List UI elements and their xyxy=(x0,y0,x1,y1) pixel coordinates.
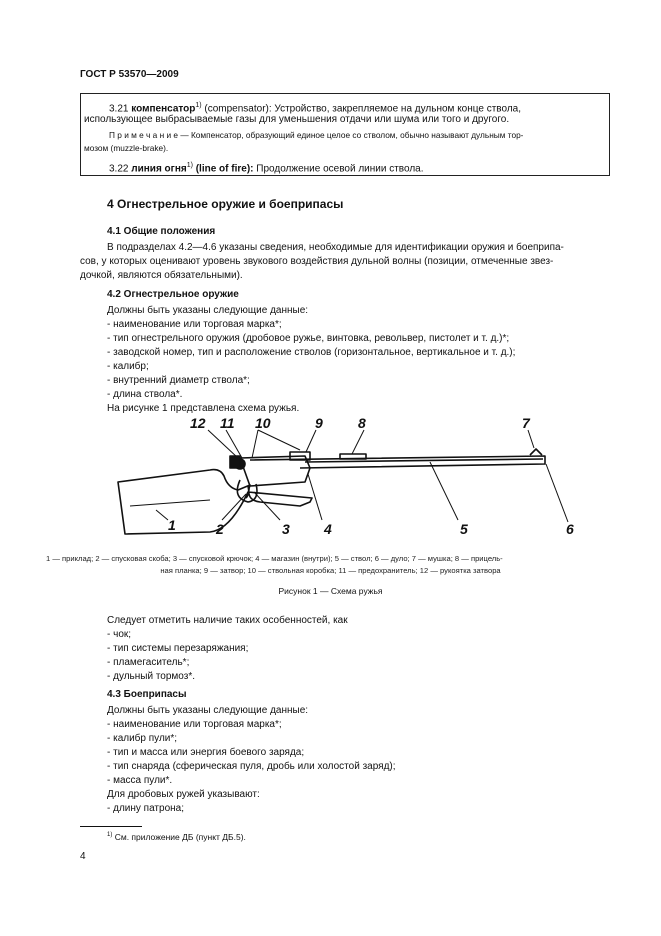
barrel xyxy=(250,456,545,468)
list-item: - тип снаряда (сферическая пуля, дробь или холостой заряд); xyxy=(107,761,396,772)
list-item: - наименование или торговая марка*; xyxy=(107,719,282,730)
list-item: - тип и масса или энергия боевого заряда; xyxy=(107,747,305,758)
list-item: - тип системы перезаряжания; xyxy=(107,643,249,654)
term-definition: (compensator): Устройство, закрепляемое на дульном конце ствола, xyxy=(204,103,522,115)
term-number: 3.21 xyxy=(109,103,129,115)
term-number: 3.22 xyxy=(109,163,129,175)
sight-rail xyxy=(340,454,366,459)
footnote-ref: 1) xyxy=(186,162,193,169)
paragraph-line: дочкой, являются обязательными). xyxy=(80,270,243,281)
note-line1 xyxy=(109,129,607,141)
list-item: - длина ствола*. xyxy=(107,389,183,400)
list-item: - наименование или торговая марка*; xyxy=(107,319,282,330)
figure-label-1: 1 xyxy=(168,517,176,533)
subsection-title-4-3: 4.3 Боеприпасы xyxy=(107,689,187,700)
list-item: - калибр; xyxy=(107,361,149,372)
list-item: - дульный тормоз*. xyxy=(107,671,196,682)
front-sight xyxy=(530,449,542,455)
figure-label-5: 5 xyxy=(460,521,468,537)
list-intro: Должны быть указаны следующие данные: xyxy=(107,305,309,316)
trigger-guard xyxy=(237,480,257,502)
rifle-diagram xyxy=(100,410,590,545)
footnote-marker: 1) xyxy=(107,832,113,839)
list-item: - длину патрона; xyxy=(107,803,184,814)
term-english: (line of fire): xyxy=(195,163,254,175)
list-intro: Следует отметить наличие таких особенностей, как xyxy=(107,615,348,626)
list-item: - пламегаситель*; xyxy=(107,657,190,668)
footnote-text: См. приложение ДБ (пункт ДБ.5). xyxy=(114,832,246,842)
footnote-rule xyxy=(80,826,142,827)
list-item: - чок; xyxy=(107,629,132,640)
subsection-title-4-1: 4.1 Общие положения xyxy=(107,226,216,237)
safety xyxy=(230,456,240,468)
list-item: - калибр пули*; xyxy=(107,733,178,744)
figure-label-11: 11 xyxy=(220,415,235,431)
figure-reference: На рисунке 1 представлена схема ружья. xyxy=(107,403,300,414)
figure-legend-line2: ная планка; 9 — затвор; 10 — ствольная коробка; 11 — предохранитель; 12 — рукоятка затвора xyxy=(160,566,501,575)
section-title: 4 Огнестрельное оружие и боеприпасы xyxy=(107,197,344,211)
document-header: ГОСТ Р 53570—2009 xyxy=(80,69,179,80)
subsection-title-4-2: 4.2 Огнестрельное оружие xyxy=(107,289,239,300)
list-item: - тип огнестрельного оружия (дробовое ружье, винтовка, револьвер, пистолет и т. д.)*; xyxy=(107,333,510,344)
term-3-21-line2: использующее выбрасываемые газы для уменьшения отдачи или шума или того и другого. xyxy=(84,114,510,125)
figure-label-4: 4 xyxy=(324,521,332,537)
footnote xyxy=(107,832,246,842)
figure-legend-line1: 1 — приклад; 2 — спусковая скоба; 3 — спусковой крючок; 4 — магазин (внутри); 5 — ствол; 6 — дуло; 7 — мушка; 8 — прицель- xyxy=(46,554,503,563)
term-name: компенсатор xyxy=(131,103,196,115)
term-definition: Продолжение осевой линии ствола. xyxy=(256,163,424,175)
paragraph-line: В подразделах 4.2—4.6 указаны сведения, необходимые для идентификации оружия и боеприпа- xyxy=(107,242,564,253)
figure-label-2: 2 xyxy=(216,521,224,537)
footnote-ref: 1) xyxy=(195,102,202,109)
list-item: - внутренний диаметр ствола*; xyxy=(107,375,250,386)
figure-label-8: 8 xyxy=(358,415,366,431)
page-number: 4 xyxy=(80,851,86,862)
list-item: - масса пули*. xyxy=(107,775,173,786)
figure-label-12: 12 xyxy=(190,415,206,431)
term-3-22 xyxy=(109,159,424,176)
figure-label-9: 9 xyxy=(315,415,323,431)
figure-caption: Рисунок 1 — Схема ружья xyxy=(278,586,383,596)
figure-label-10: 10 xyxy=(255,415,271,431)
note-label: П р и м е ч а н и е xyxy=(109,130,179,140)
figure-label-7: 7 xyxy=(522,415,530,431)
note-line2: мозом (muzzle-brake). xyxy=(84,143,169,153)
figure-label-3: 3 xyxy=(282,521,290,537)
paragraph-line: сов, у которых оценивают уровень звукового воздействия дульной волны (позиции, отмеченные звез- xyxy=(80,256,554,267)
list-intro: Должны быть указаны следующие данные: xyxy=(107,705,309,716)
term-name: линия огня xyxy=(131,163,187,175)
figure-label-6: 6 xyxy=(566,521,574,537)
list-item: - заводской номер, тип и расположение стволов (горизонтальное, вертикальное и т. д.); xyxy=(107,347,516,358)
figure-labels xyxy=(168,415,574,537)
list-intro: Для дробовых ружей указывают: xyxy=(107,789,260,800)
note-text: — Компенсатор, образующий единое целое со стволом, обычно называют дульным тор- xyxy=(180,130,524,140)
